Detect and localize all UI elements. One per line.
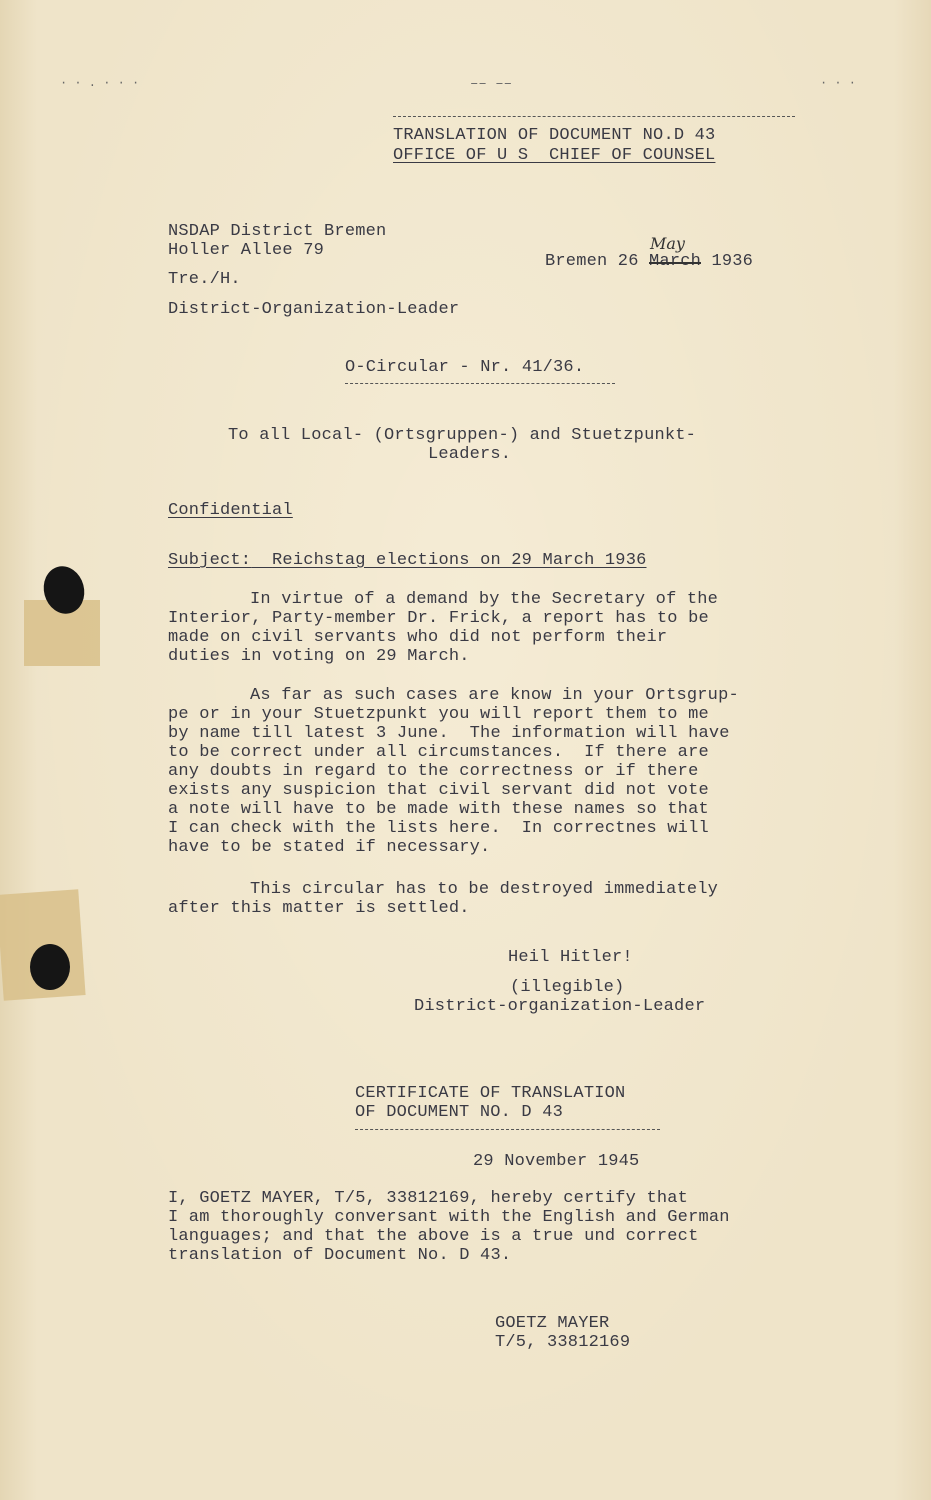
- sender-address: Holler Allee 79: [168, 241, 325, 260]
- subject-text: Reichstag elections on 29 March 1936: [272, 551, 647, 570]
- para1-line: Interior, Party-member Dr. Frick, a report has to be: [168, 609, 709, 628]
- date-prefix: Bremen 26: [545, 252, 650, 271]
- para2-line: have to be stated if necessary.: [168, 838, 491, 857]
- page-speck: · · . · · ·: [60, 76, 140, 90]
- para1-line: made on civil servants who did not perform their: [168, 628, 668, 647]
- closing-salute: Heil Hitler!: [508, 948, 633, 967]
- para2-line: any doubts in regard to the correctness or if there: [168, 762, 699, 781]
- date-line: [545, 252, 753, 271]
- date-year: 1936: [701, 252, 754, 271]
- page-speck: –– ––: [470, 76, 513, 92]
- certificate-text-line: I, GOETZ MAYER, T/5, 33812169, hereby certify that: [168, 1189, 689, 1208]
- office-header: OFFICE OF U S CHIEF OF COUNSEL: [393, 146, 716, 165]
- signer-name: GOETZ MAYER: [495, 1314, 610, 1333]
- closing-signature: (illegible): [510, 978, 625, 997]
- certificate-text-line: languages; and that the above is a true und correct: [168, 1227, 699, 1246]
- para2-line: a note will have to be made with these names so that: [168, 800, 709, 819]
- para2-line: I can check with the lists here. In correctnes will: [168, 819, 709, 838]
- sender-org: NSDAP District Bremen: [168, 222, 387, 241]
- page-speck: · · ·: [820, 76, 857, 90]
- subject-line: [168, 551, 647, 570]
- para2-line: exists any suspicion that civil servant did not vote: [168, 781, 709, 800]
- certificate-title-1: CERTIFICATE OF TRANSLATION: [355, 1084, 626, 1103]
- para2-line: pe or in your Stuetzpunkt you will report them to me: [168, 705, 709, 724]
- para3-line: This circular has to be destroyed immediately: [250, 880, 719, 899]
- certificate-text-line: I am thoroughly conversant with the English and German: [168, 1208, 730, 1227]
- para3-line: after this matter is settled.: [168, 899, 470, 918]
- subject-label: Subject:: [168, 551, 252, 570]
- confidential-label: Confidential: [168, 501, 293, 520]
- para1-line: duties in voting on 29 March.: [168, 647, 470, 666]
- circular-number: O-Circular - Nr. 41/36.: [345, 358, 585, 377]
- addressee-line-1: To all Local- (Ortsgruppen-) and Stuetzpunkt-: [228, 426, 697, 445]
- signer-id: T/5, 33812169: [495, 1333, 631, 1352]
- reference-code: Tre./H.: [168, 270, 241, 289]
- certificate-text-line: translation of Document No. D 43.: [168, 1246, 512, 1265]
- handwritten-month: May: [650, 234, 685, 253]
- sender-title: District-Organization-Leader: [168, 300, 460, 319]
- closing-title: District-organization-Leader: [414, 997, 706, 1016]
- addressee-line-2: Leaders.: [428, 445, 512, 464]
- para1-line: In virtue of a demand by the Secretary of the: [250, 590, 719, 609]
- para2-line: to be correct under all circumstances. If there are: [168, 743, 709, 762]
- para2-line: by name till latest 3 June. The information will have: [168, 724, 730, 743]
- certificate-rule: [355, 1129, 660, 1130]
- struck-month: March: [649, 252, 702, 271]
- header-rule: [393, 116, 795, 117]
- certificate-date: 29 November 1945: [473, 1152, 640, 1171]
- translation-header: TRANSLATION OF DOCUMENT NO.D 43: [393, 126, 716, 145]
- certificate-title-2: OF DOCUMENT NO. D 43: [355, 1103, 564, 1122]
- punch-hole: [30, 944, 70, 990]
- para2-line: As far as such cases are know in your Ortsgrup-: [250, 686, 739, 705]
- circular-rule: [345, 383, 615, 384]
